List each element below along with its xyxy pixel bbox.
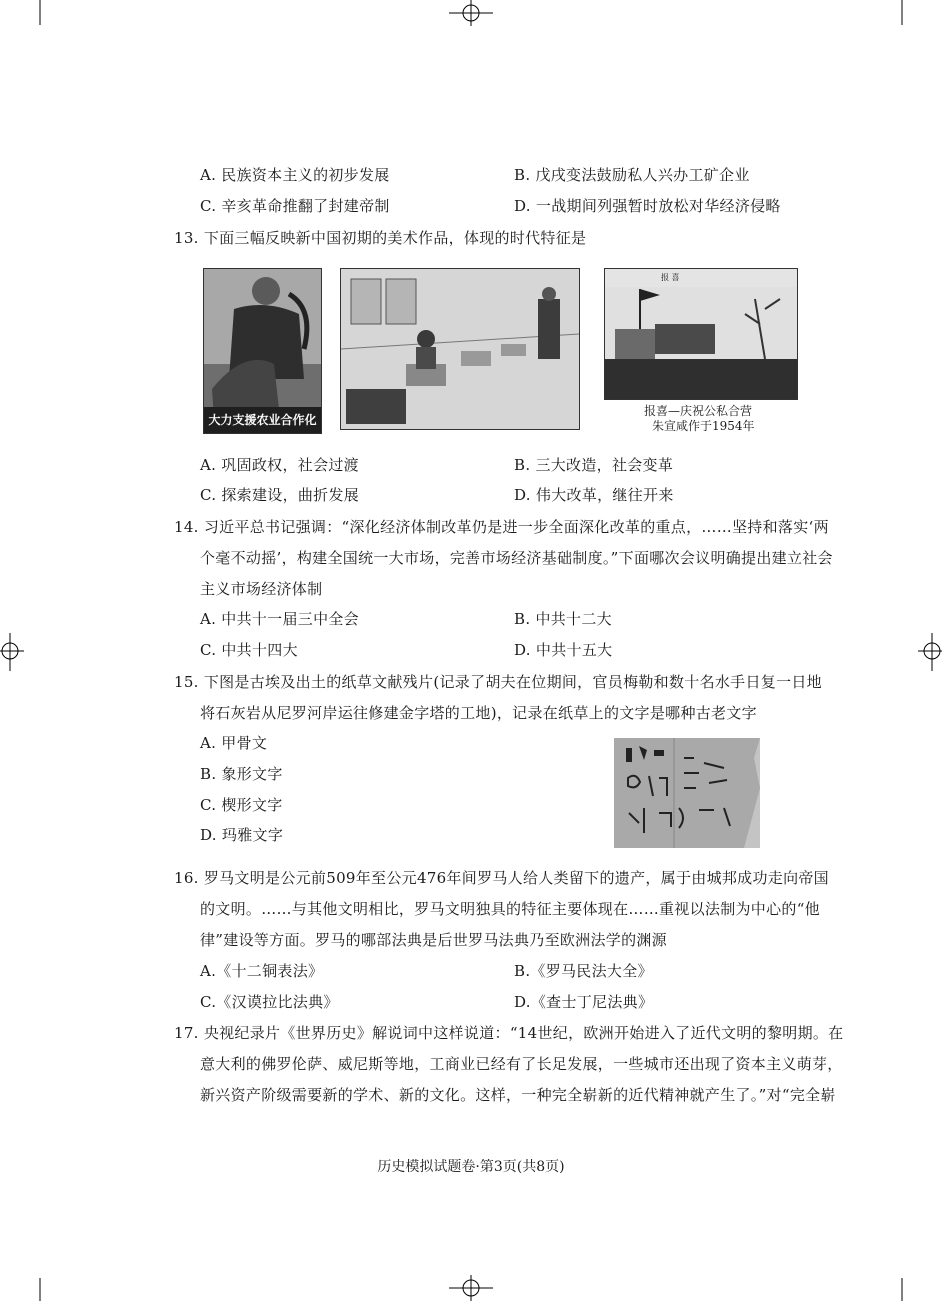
registration-mark-top-icon <box>446 0 496 26</box>
q15-papyrus-figure <box>614 738 760 848</box>
q17-stem-line-2: 意大利的佛罗伦萨、威尼斯等地，工商业已经有了长足发展，一些城市还出现了资本主义萌芽， <box>200 1055 843 1073</box>
page-footer: 历史模拟试题卷·第3页(共8页) <box>377 1159 565 1175</box>
q13-option-a[interactable]: A. 巩固政权，社会过渡 <box>200 456 359 474</box>
q15-stem-line-1: 15. 下图是古埃及出土的纸草文献残片(记录了胡夫在位期间，官员梅勒和数十名水手日复一日地 <box>174 673 822 691</box>
q14-option-b[interactable]: B. 中共十二大 <box>514 610 612 628</box>
q13-figure-1 <box>203 268 322 434</box>
q14-option-c[interactable]: C. 中共十四大 <box>200 641 298 659</box>
poster-slogan: 大力支援农业合作化 <box>208 413 317 427</box>
poster-worker-image <box>204 269 321 433</box>
q14-option-a[interactable]: A. 中共十一届三中全会 <box>200 610 359 628</box>
crop-mark-top-right <box>882 0 942 40</box>
registration-mark-left-icon <box>0 633 26 673</box>
crop-mark-top-left <box>0 0 60 40</box>
q16-stem-line-1: 16. 罗马文明是公元前509年至公元476年间罗马人给人类留下的遗产，属于由城邦成功走向帝国 <box>174 869 829 887</box>
q14-stem-line-3: 主义市场经济体制 <box>200 580 323 598</box>
q13-stem: 13. 下面三幅反映新中国初期的美术作品，体现的时代特征是 <box>174 229 587 247</box>
q12-option-a[interactable]: A. 民族资本主义的初步发展 <box>200 166 390 184</box>
q16-option-d[interactable]: D.《查士丁尼法典》 <box>514 993 654 1011</box>
q16-option-c[interactable]: C.《汉谟拉比法典》 <box>200 993 339 1011</box>
crop-mark-bottom-right <box>882 1270 942 1301</box>
q14-stem-line-2: 个毫不动摇’，构建全国统一大市场，完善市场经济基础制度。”下面哪次会议明确提出建立社会 <box>200 549 833 567</box>
factory-sewing-image <box>341 269 579 429</box>
q16-stem-line-3: 律”建设等方面。罗马的哪部法典是后世罗马法典乃至欧洲法学的渊源 <box>200 931 667 949</box>
q12-option-c[interactable]: C. 辛亥革命推翻了封建帝制 <box>200 197 390 215</box>
q16-option-a[interactable]: A.《十二铜表法》 <box>200 962 324 980</box>
q13-figure-3 <box>604 268 798 400</box>
q16-stem-line-2: 的文明。……与其他文明相比，罗马文明独具的特征主要体现在……重视以法制为中心的“他 <box>200 900 820 918</box>
registration-mark-right-icon <box>916 633 942 673</box>
q15-stem-line-2: 将石灰岩从尼罗河岸运往修建金字塔的工地)，记录在纸草上的文字是哪种古老文字 <box>200 704 757 722</box>
q17-stem-line-1: 17. 央视纪录片《世界历史》解说词中这样说道：“14世纪，欧洲开始进入了近代文明的黎明期。在 <box>174 1024 844 1042</box>
q13-option-b[interactable]: B. 三大改造，社会变革 <box>514 456 674 474</box>
q14-option-d[interactable]: D. 中共十五大 <box>514 641 613 659</box>
q15-option-b[interactable]: B. 象形文字 <box>200 765 283 783</box>
q15-option-a[interactable]: A. 甲骨文 <box>200 734 268 752</box>
q12-option-d[interactable]: D. 一战期间列强暂时放松对华经济侵略 <box>514 197 781 215</box>
q13-option-c[interactable]: C. 探索建设，曲折发展 <box>200 486 360 504</box>
crop-mark-bottom-left <box>0 1270 60 1301</box>
woodcut-celebration-image <box>605 269 797 399</box>
q13-option-d[interactable]: D. 伟大改革，继往开来 <box>514 486 674 504</box>
q17-stem-line-3: 新兴资产阶级需要新的学术、新的文化。这样，一种完全崭新的近代精神就产生了。”对“完全崭 <box>200 1086 836 1104</box>
registration-mark-bottom-icon <box>446 1275 496 1301</box>
woodcut-header: 报 喜 <box>661 273 680 282</box>
q14-stem-line-1: 14. 习近平总书记强调：“深化经济体制改革仍是进一步全面深化改革的重点，……坚持和落实‘两 <box>174 518 829 536</box>
q15-option-d[interactable]: D. 玛雅文字 <box>200 826 284 844</box>
q13-figure-3-caption-1: 报喜—庆祝公私合营 <box>644 404 753 418</box>
q13-figure-2 <box>340 268 580 430</box>
q13-figure-3-caption-2: 朱宣咸作于1954年 <box>652 419 755 433</box>
q15-option-c[interactable]: C. 楔形文字 <box>200 796 283 814</box>
q12-option-b[interactable]: B. 戊戌变法鼓励私人兴办工矿企业 <box>514 166 750 184</box>
papyrus-fragment-image <box>614 738 760 848</box>
q16-option-b[interactable]: B.《罗马民法大全》 <box>514 962 653 980</box>
